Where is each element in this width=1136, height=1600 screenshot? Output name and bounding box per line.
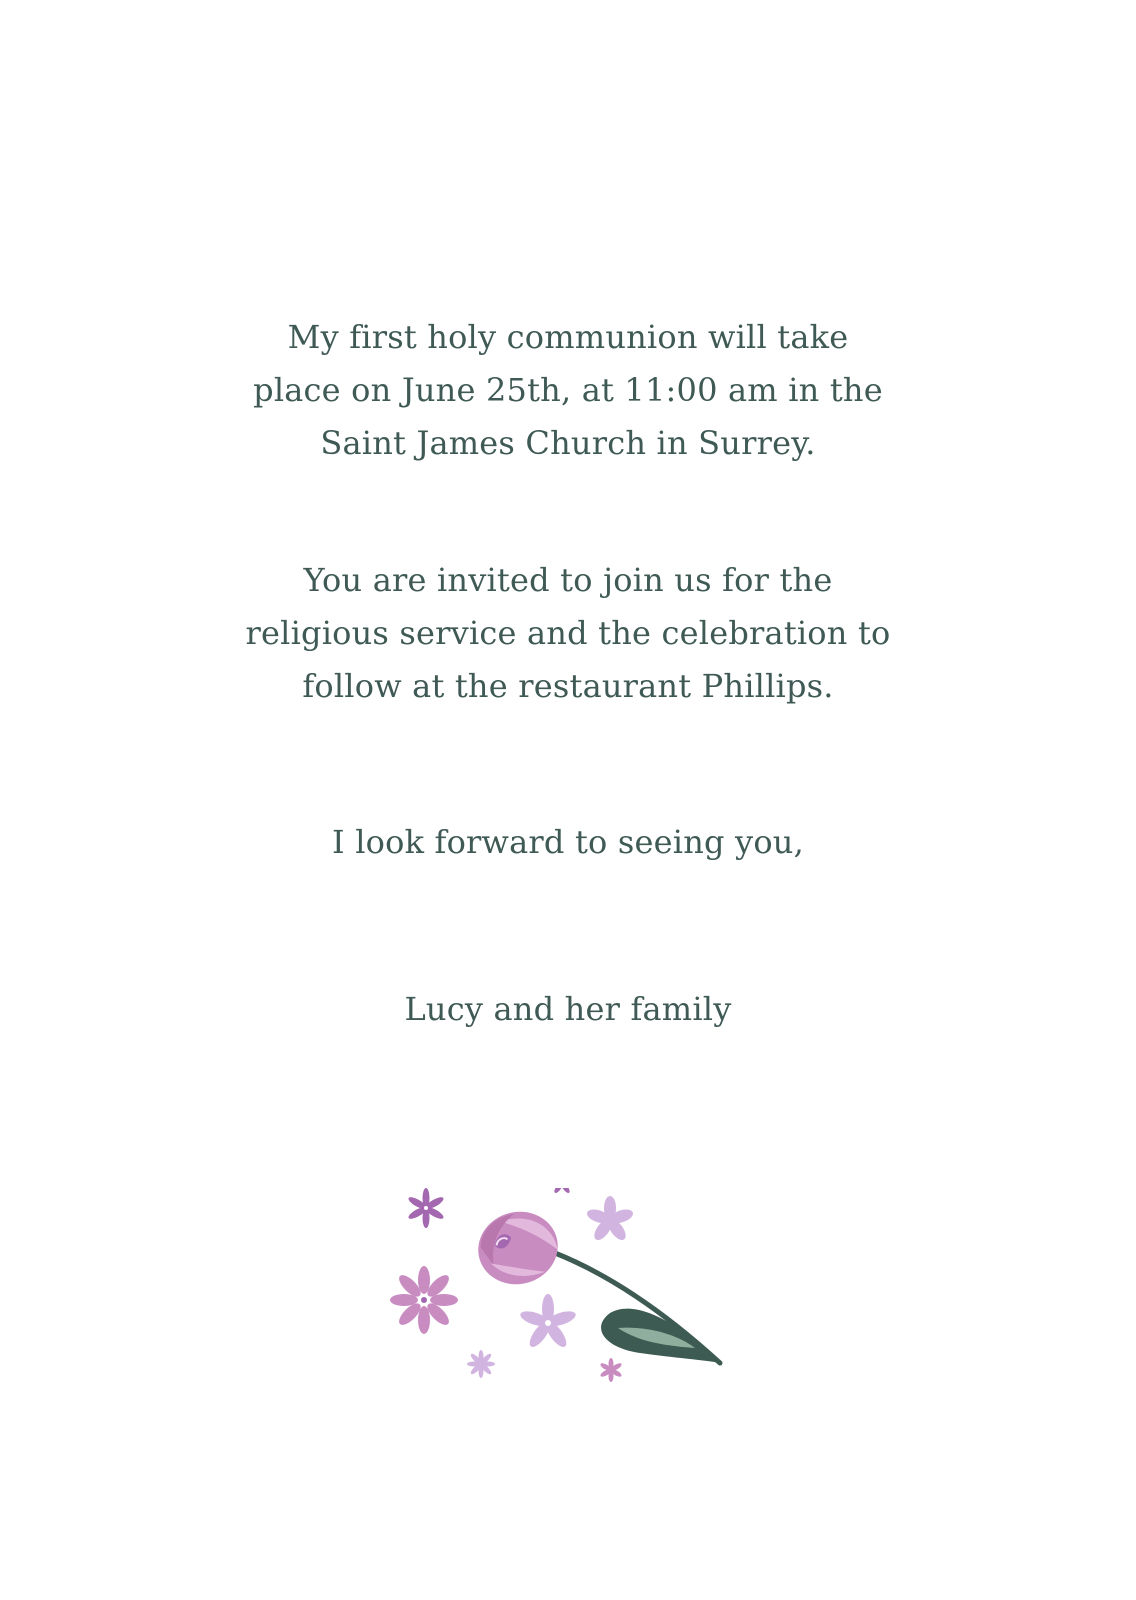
invite-line-2: religious service and the celebration to	[245, 614, 891, 652]
details-line-2: place on June 25th, at 11:00 am in the	[253, 371, 883, 409]
small-star-flower-icon	[407, 1188, 445, 1228]
invite-line-1: You are invited to join us for the	[303, 561, 833, 599]
light-flower-icon	[519, 1294, 578, 1350]
tiny-star-flower-icon	[550, 1188, 574, 1194]
signature-text: Lucy and her family	[404, 990, 732, 1028]
details-line-1: My first holy communion will take	[287, 318, 849, 356]
tulip-flower-icon	[470, 1203, 566, 1293]
tulip-floral-illustration-icon	[390, 1188, 740, 1423]
daisy-flower-icon	[390, 1266, 458, 1334]
closing-line	[0, 816, 1136, 869]
tiny-pink-flower-icon	[599, 1358, 622, 1382]
closing-text: I look forward to seeing you,	[332, 823, 804, 861]
invitation-paragraph-details	[0, 311, 1136, 470]
signature	[0, 983, 1136, 1036]
light-flower-icon	[585, 1196, 634, 1243]
details-line-3: Saint James Church in Surrey.	[320, 424, 816, 462]
tiny-light-flower-icon	[467, 1350, 495, 1378]
invite-line-3: follow at the restaurant Phillips.	[302, 667, 834, 705]
invitation-paragraph-invite	[0, 554, 1136, 713]
